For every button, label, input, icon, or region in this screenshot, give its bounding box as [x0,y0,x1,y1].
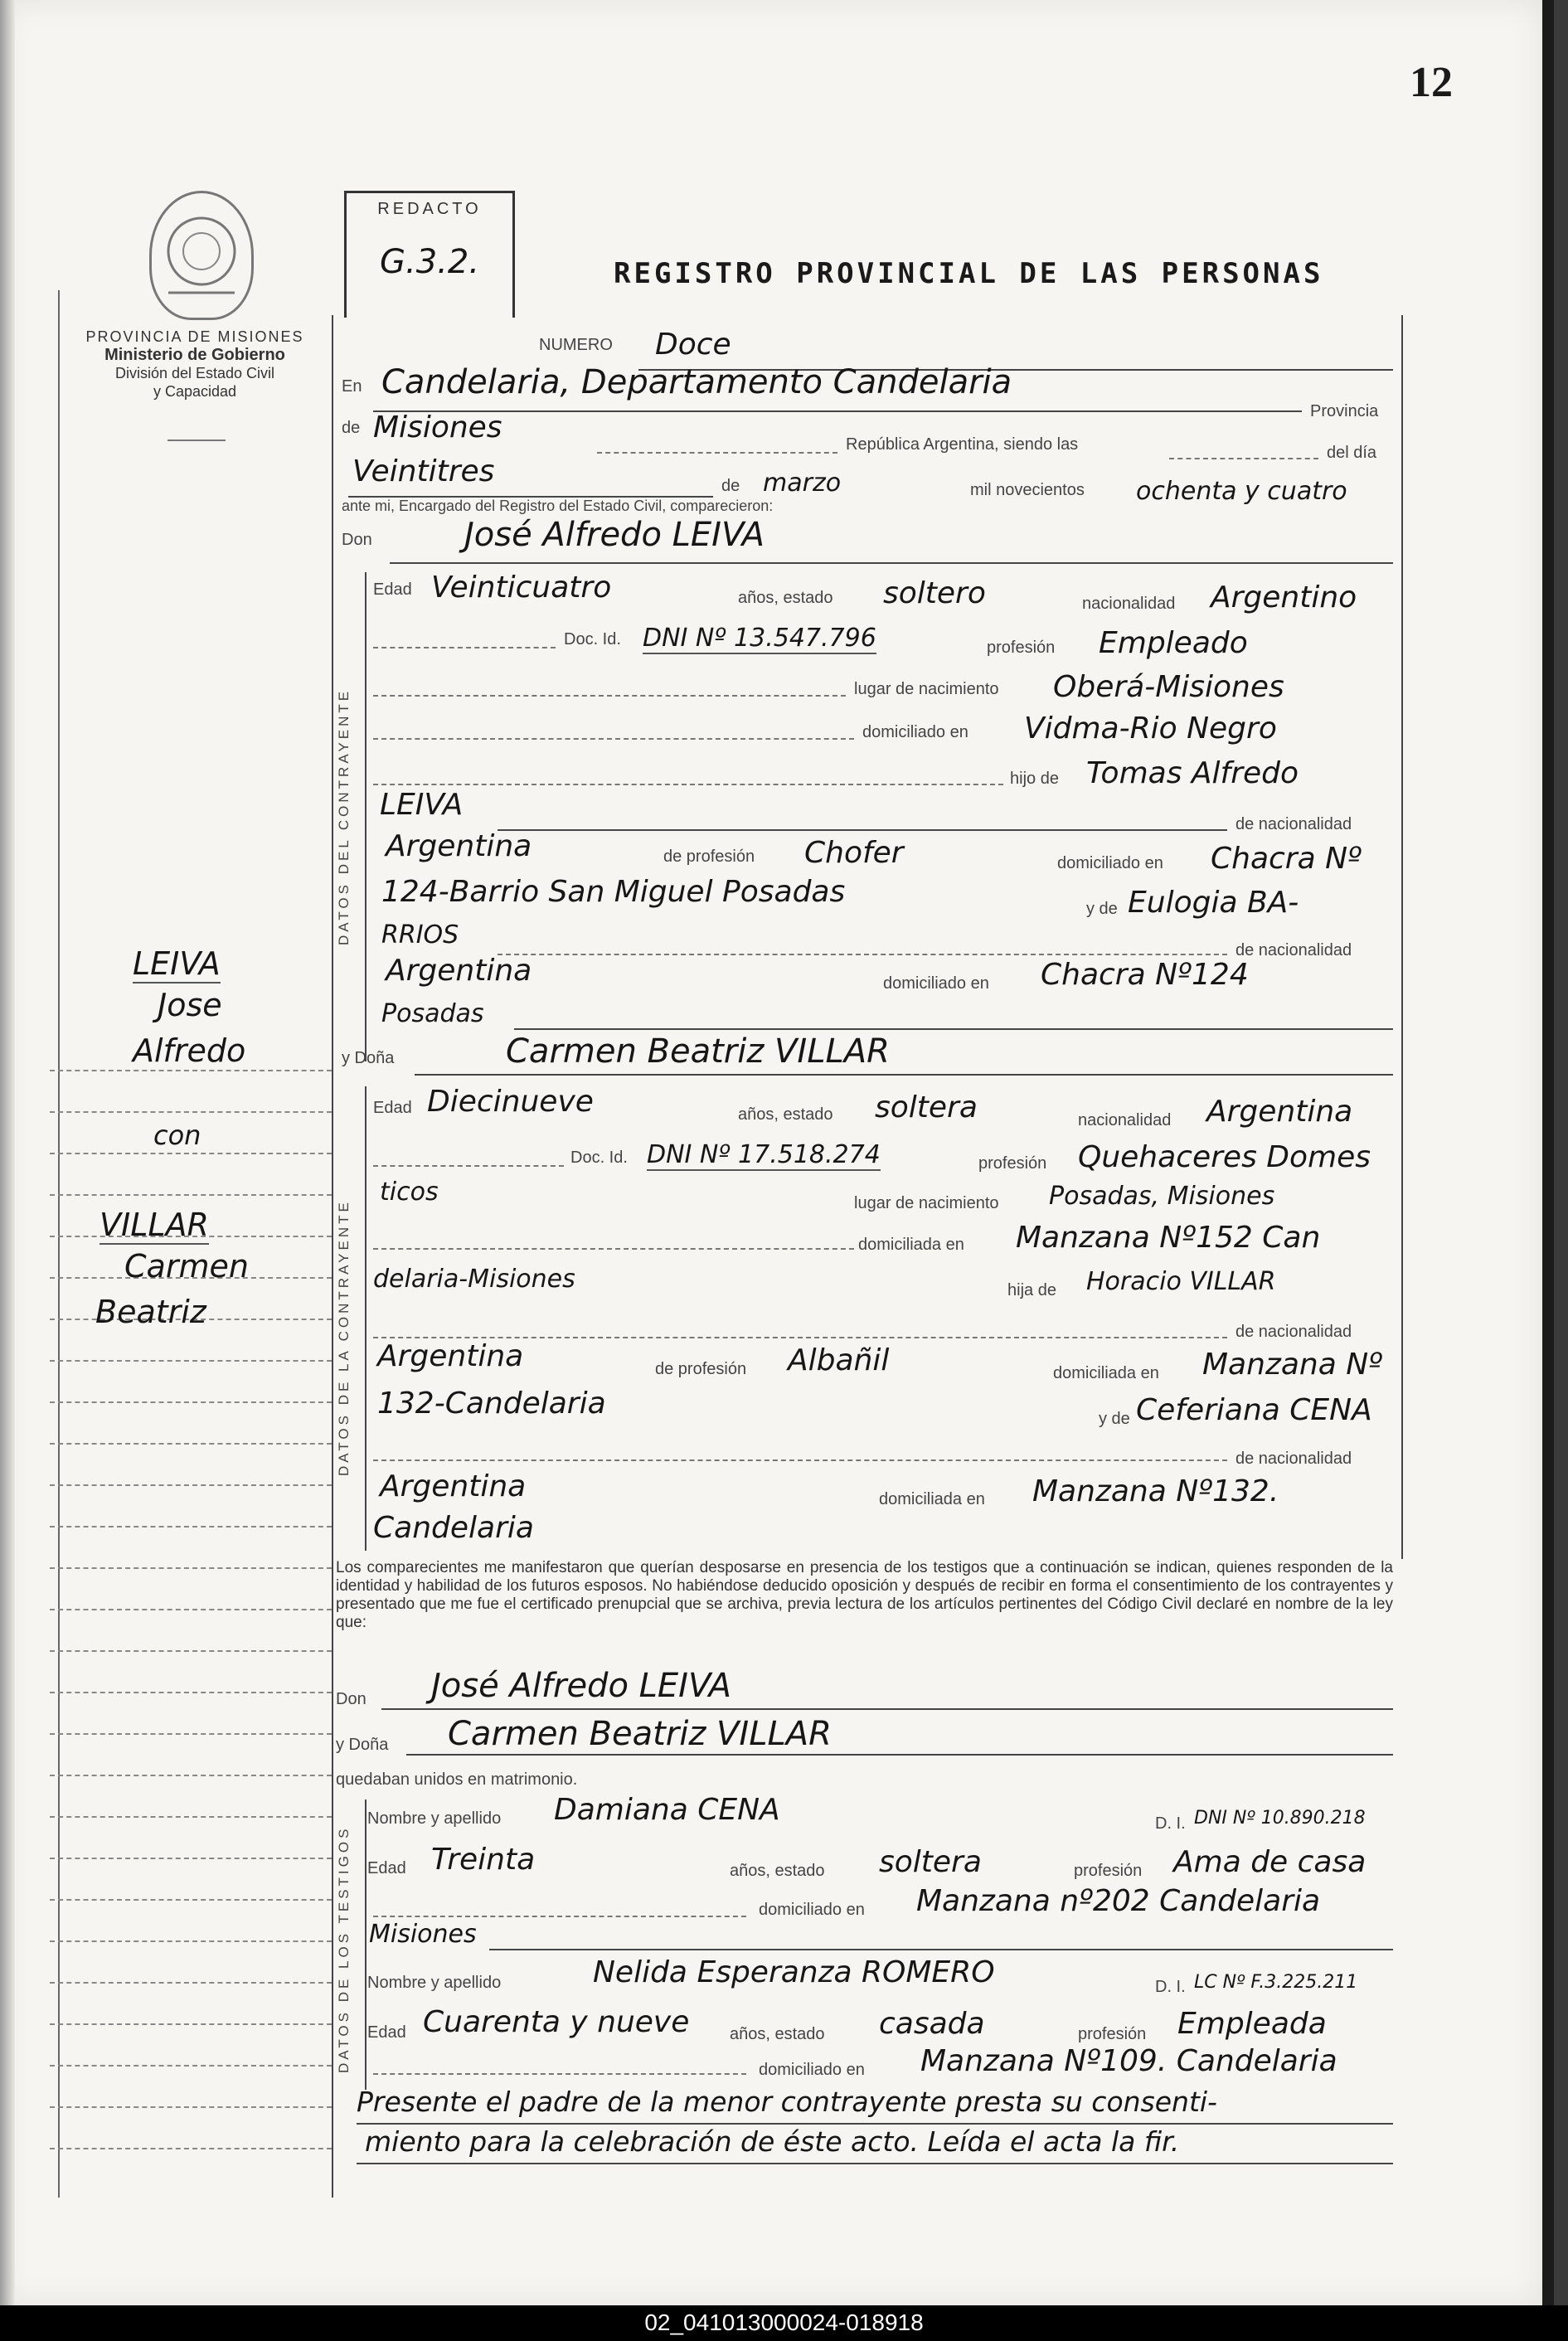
groom-madre-nac: Argentina [386,954,532,988]
groom-lugar-nac: Oberá-Misiones [1053,670,1284,704]
line [357,2163,1393,2164]
groom-madre-dom2: Posadas [381,999,484,1028]
line [357,2123,1393,2125]
line [373,784,1003,785]
label-republica: República Argentina, siendo las [846,435,1079,454]
label-de-nacionalidad-2: de nacionalidad [1235,941,1352,959]
line [381,1708,1393,1710]
label-de-profesion: de profesión [663,848,755,866]
acta-mes: marzo [763,469,842,498]
margin-line [50,1733,332,1735]
line [373,2073,746,2075]
groom-padre-dom2: 124-Barrio San Miguel Posadas [381,875,846,909]
margin-line [50,1609,332,1610]
label-doc-b: Doc. Id. [570,1149,628,1167]
label-y-de-b: y de [1099,1410,1130,1428]
margin-line [50,1194,332,1196]
bride-profesion2: ticos [380,1178,439,1207]
label-nacionalidad-b: nacionalidad [1078,1111,1172,1129]
groom-madre2: RRIOS [381,920,459,950]
label-di-1: D. I. [1155,1814,1186,1833]
margin-line [50,1484,332,1486]
line [373,1165,564,1167]
bride-estado: soltera [875,1090,978,1124]
book-binding-edge [0,0,15,2305]
margin-line [50,1816,332,1818]
label-anos-w2: años, estado [730,2025,825,2043]
label-domiciliado-3: domiciliado en [883,974,989,993]
margin-line [50,1692,332,1693]
label-ante: ante mi, Encargado del Registro del Estado Civil, comparecieron: [342,498,774,514]
groom-domicilio: Vidma-Rio Negro [1024,712,1277,746]
margin-line [50,1982,332,1984]
label-de-profesion-b: de profesión [655,1360,747,1378]
witness1-profesion: Ama de casa [1173,1845,1367,1879]
bride-padre-dom2: 132-Candelaria [377,1387,606,1421]
bride-profesion1: Quehaceres Domes [1078,1140,1371,1174]
label-y-dona: y Doña [342,1049,395,1067]
label-edad-w1: Edad [367,1859,406,1877]
seal-emblem [149,191,254,320]
witness2-edad: Cuarenta y nueve [423,2005,690,2039]
redacto-value: G.3.2. [380,243,480,281]
margin-bride-surname: VILLAR [100,1207,209,1243]
label-domiciliado: domiciliado en [862,723,968,741]
groom-estado: soltero [883,576,986,610]
label-nombre-1: Nombre y apellido [367,1809,502,1828]
label-profesion: profesión [987,639,1056,657]
groom-padre-dom1: Chacra Nº [1211,842,1362,876]
label-lugar-nac: lugar de nacimiento [854,680,999,698]
side-label-bride: DATOS DE LA CONTRAYENTE [336,1199,352,1476]
margin-line [50,2023,332,2025]
witness2-domicilio: Manzana Nº109. Candelaria [920,2044,1337,2078]
main-left-border [332,315,333,2198]
margin-line [50,1526,332,1527]
ministry-name: Ministerio de Gobierno [104,346,285,364]
groom-profesion: Empleado [1099,626,1248,660]
label-don-2: Don [336,1690,367,1708]
margin-line [50,2065,332,2067]
margin-bride-name1: Carmen [124,1248,249,1285]
bride-padre-nac: Argentina [377,1339,524,1373]
acta-dia: Veintitres [352,454,495,488]
line [406,1754,1393,1756]
label-anos-estado: años, estado [738,589,833,607]
bride-padre: Horacio VILLAR [1086,1267,1276,1296]
label-edad: Edad [373,580,412,599]
witness2-profesion: Empleada [1177,2007,1327,2041]
main-right-border [1401,315,1403,1559]
bride-section-border [365,1086,367,1551]
margin-line [50,1111,332,1113]
groom-madre1: Eulogia BA- [1128,886,1299,920]
label-lugar-nac-b: lugar de nacimiento [854,1194,999,1212]
witness1-edad: Treinta [431,1843,536,1877]
bride-lugar-nac: Posadas, Misiones [1049,1182,1275,1211]
bride-madre-nac: Argentina [380,1469,527,1503]
witness2-nombre: Nelida Esperanza ROMERO [593,1955,995,1989]
bride-padre-dom1: Manzana Nº [1202,1348,1383,1382]
margin-con: con [153,1120,201,1151]
label-anos-estado-b: años, estado [738,1105,833,1124]
issuing-authority [62,328,328,401]
bride-domicilio2: delaria-Misiones [373,1265,575,1294]
label-de-nacionalidad-b2: de nacionalidad [1235,1450,1352,1468]
label-hija-de: hija de [1007,1281,1056,1299]
label-hijo-de: hijo de [1010,770,1059,788]
label-domiciliado-w2: domiciliado en [759,2061,865,2079]
label-de-nacionalidad: de nacionalidad [1235,815,1352,833]
margin-line [50,1567,332,1569]
label-profesion-w1: profesión [1074,1862,1143,1880]
line [373,1248,854,1250]
margin-line [50,1443,332,1445]
witness1-nombre: Damiana CENA [554,1793,780,1827]
label-mil: mil novecientos [970,481,1085,499]
province-name: PROVINCIA DE MISIONES [85,328,304,345]
label-de-mes: de [721,477,740,495]
acta-bride-full: Carmen Beatriz VILLAR [506,1032,890,1071]
margin-line [50,1360,332,1362]
groom-nacionalidad: Argentino [1211,580,1357,614]
label-domiciliada-3: domiciliada en [879,1490,985,1508]
line [373,1916,746,1917]
label-domiciliada-2: domiciliada en [1053,1364,1159,1382]
label-numero: NUMERO [539,336,613,354]
margin-line [50,1153,332,1154]
redacto-title: REDACTO [377,200,482,218]
label-provincia: Provincia [1310,402,1379,420]
line [373,647,556,648]
witness2-di: LC Nº F.3.225.211 [1194,1972,1358,1993]
footer-image-id: 02_041013000024-018918 [644,2309,924,2335]
witness1-domicilio1: Manzana nº202 Candelaria [916,1884,1321,1918]
page-number: 12 [1410,59,1453,106]
bride-madre-dom2: Candelaria [373,1511,534,1545]
label-quedaban: quedaban unidos en matrimonio. [336,1770,578,1789]
groom-section-border [365,572,367,1061]
bride-madre: Ceferiana CENA [1136,1393,1372,1427]
decl-bride: Carmen Beatriz VILLAR [448,1715,832,1753]
line [498,954,1227,955]
margin-line [50,1899,332,1901]
margin-left-border [58,290,60,2198]
line [498,829,1227,831]
label-de: de [342,419,361,437]
label-doc: Doc. Id. [564,630,621,648]
margin-line [50,1940,332,1942]
label-en: En [342,377,362,396]
label-domiciliado-w1: domiciliado en [759,1901,865,1919]
bride-madre-dom1: Manzana Nº132. [1032,1474,1279,1508]
division-name-2: y Capacidad [153,383,237,400]
margin-groom-surname: LEIVA [133,945,221,982]
label-don: Don [342,531,372,549]
margin-bride-name2: Beatriz [95,1294,206,1330]
label-y-de: y de [1086,900,1118,918]
legal-paragraph: Los comparecientes me manifestaron que querían desposarse en presencia de los testigos que a continuación se indican, quienes responden de la identidad y habilidad de los futuros esposos. No habiéndose deducido oposición y después de recibir en forma el consentimiento de los contrayentes y presentado que me fue el certificado prenupcial que se archiva, previa lectura de los artículos pertinentes del Código Civil declaré en nombre de la ley que: [336,1559,1393,1631]
label-nacionalidad: nacionalidad [1082,595,1176,613]
witness1-domicilio2: Misiones [369,1920,477,1949]
witness-section-border [365,1799,367,2090]
acta-provincia: Misiones [373,410,502,444]
label-profesion-w2: profesión [1078,2025,1147,2043]
margin-line [50,1650,332,1652]
line [373,695,846,697]
side-label-groom: DATOS DEL CONTRAYENTE [336,687,352,945]
label-del-dia: del día [1327,444,1377,462]
groom-padre-prof: Chofer [804,836,904,870]
label-anos-w1: años, estado [730,1862,825,1880]
bride-domicilio1: Manzana Nº152 Can [1016,1221,1321,1255]
groom-padre-nac: Argentina [386,829,532,863]
groom-doc: DNI Nº 13.547.796 [643,624,876,653]
line [373,1337,1227,1338]
groom-padre: Tomas Alfredo [1086,756,1299,790]
closing-line2: miento para la celebración de éste acto. Leída el acta la fir. [365,2125,1180,2158]
acta-anio: ochenta y cuatro [1136,477,1347,506]
line [390,562,1393,564]
line [514,1028,1393,1030]
witness2-estado: casada [879,2007,985,2041]
label-nombre-2: Nombre y apellido [367,1974,502,1992]
line [373,738,854,740]
acta-groom-full: José Alfredo LEIVA [464,516,765,554]
margin-line [50,1858,332,1859]
margin-line [50,2148,332,2149]
margin-line [50,2106,332,2108]
groom-padre-apellido: LEIVA [380,788,464,822]
label-domiciliada: domiciliada en [858,1236,964,1254]
groom-madre-dom1: Chacra Nº124 [1041,958,1249,992]
line [1169,458,1318,459]
line [597,452,837,454]
margin-line [50,1775,332,1776]
bride-edad: Diecinueve [427,1085,594,1119]
division-name: División del Estado Civil [114,365,275,381]
margin-groom-name2: Alfredo [133,1032,246,1069]
label-y-dona-2: y Doña [336,1736,389,1754]
line [373,1459,1227,1461]
label-di-2: D. I. [1155,1978,1186,1996]
label-edad-w2: Edad [367,2023,406,2042]
side-label-witnesses: DATOS DE LOS TESTIGOS [336,1825,352,2073]
redacto-box [344,191,515,318]
header-divider [167,440,226,441]
line [373,410,1302,412]
label-edad-b: Edad [373,1099,412,1117]
acta-number: Doce [655,328,731,362]
margin-groom-name1: Jose [158,987,222,1023]
line [489,1949,1393,1950]
document-title: REGISTRO PROVINCIAL DE LAS PERSONAS [614,257,1324,290]
witness1-estado: soltera [879,1845,982,1879]
bride-doc: DNI Nº 17.518.274 [647,1140,881,1169]
bride-padre-prof: Albañil [788,1343,890,1377]
groom-edad: Veinticuatro [431,571,612,605]
margin-line [50,1401,332,1403]
decl-groom: José Alfredo LEIVA [431,1667,731,1705]
line [415,1074,1393,1076]
label-domiciliado-2: domiciliado en [1057,854,1163,872]
bride-nacionalidad: Argentina [1206,1095,1353,1129]
witness1-di: DNI Nº 10.890.218 [1194,1808,1366,1829]
closing-line1: Presente el padre de la menor contrayente presta su consenti- [357,2086,1217,2118]
acta-lugar: Candelaria, Departamento Candelaria [381,363,1012,401]
margin-line [50,1070,332,1071]
label-de-nacionalidad-b: de nacionalidad [1235,1323,1352,1341]
label-profesion-b: profesión [978,1154,1047,1173]
